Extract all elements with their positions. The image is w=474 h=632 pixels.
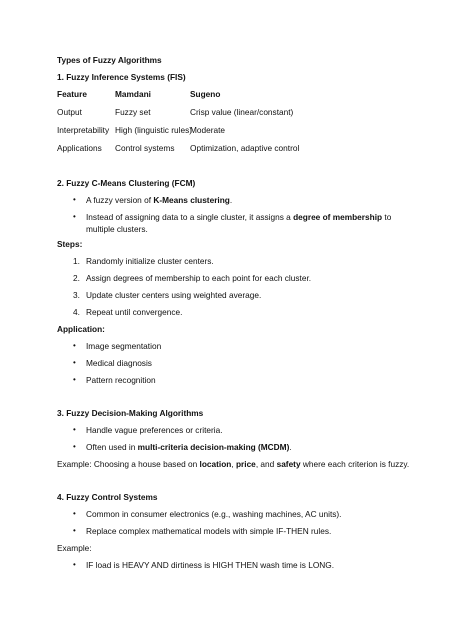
bullet-text: Pattern recognition <box>86 375 156 385</box>
bullet-glyph: • <box>73 358 76 367</box>
step-text: Update cluster centers using weighted average. <box>86 290 262 300</box>
bullet-glyph: • <box>73 375 76 384</box>
bullet-glyph: • <box>73 195 76 204</box>
section-2-heading: 2. Fuzzy C-Means Clustering (FCM) <box>57 178 196 188</box>
table-cell: Crisp value (linear/constant) <box>190 107 294 117</box>
section-4-heading: 4. Fuzzy Control Systems <box>57 492 158 502</box>
step-number: 3. <box>73 290 80 300</box>
document-title: Types of Fuzzy Algorithms <box>57 55 162 65</box>
table-header-sugeno: Sugeno <box>190 89 221 99</box>
example-label: Example: <box>57 543 92 553</box>
steps-label: Steps: <box>57 239 83 249</box>
table-cell: Optimization, adaptive control <box>190 143 300 153</box>
bullet-text: Common in consumer electronics (e.g., washing machines, AC units). <box>86 509 342 519</box>
table-cell: Moderate <box>190 125 226 135</box>
bullet-text: IF load is HEAVY AND dirtiness is HIGH THEN wash time is LONG. <box>86 560 335 570</box>
bullet-glyph: • <box>73 425 76 434</box>
bullet-text: Handle vague preferences or criteria. <box>86 425 223 435</box>
bullet-glyph: • <box>73 560 76 569</box>
table-cell: Applications <box>57 143 102 153</box>
bullet-text: Instead of assigning data to a single cluster, it assigns a degree of membership to multiple clusters. <box>86 212 392 234</box>
bullet-text: A fuzzy version of K-Means clustering. <box>86 195 233 205</box>
bullet-text: Medical diagnosis <box>86 358 152 368</box>
table-cell: Control systems <box>115 143 175 153</box>
step-number: 1. <box>73 256 80 266</box>
table-cell: Output <box>57 107 82 117</box>
bullet-text: Image segmentation <box>86 341 162 351</box>
table-cell: High (linguistic rules) <box>115 125 193 135</box>
application-label: Application: <box>57 324 105 334</box>
step-text: Repeat until convergence. <box>86 307 183 317</box>
section-3-heading: 3. Fuzzy Decision-Making Algorithms <box>57 408 204 418</box>
table-cell: Fuzzy set <box>115 107 151 117</box>
bullet-text: Often used in multi-criteria decision-making (MCDM). <box>86 442 292 452</box>
bullet-glyph: • <box>73 212 76 221</box>
bullet-glyph: • <box>73 509 76 518</box>
table-header-mamdani: Mamdani <box>115 89 151 99</box>
table-cell: Interpretability <box>57 125 110 135</box>
bullet-glyph: • <box>73 526 76 535</box>
step-number: 4. <box>73 307 80 317</box>
example-paragraph: Example: Choosing a house based on location, price, and safety where each criterion is fuzzy. <box>57 459 410 469</box>
table-header-feature: Feature <box>57 89 87 99</box>
step-number: 2. <box>73 273 80 283</box>
bullet-glyph: • <box>73 442 76 451</box>
step-text: Randomly initialize cluster centers. <box>86 256 214 266</box>
section-1-heading: 1. Fuzzy Inference Systems (FIS) <box>57 72 186 82</box>
bullet-glyph: • <box>73 341 76 350</box>
bullet-text: Replace complex mathematical models with simple IF-THEN rules. <box>86 526 332 536</box>
step-text: Assign degrees of membership to each point for each cluster. <box>86 273 312 283</box>
